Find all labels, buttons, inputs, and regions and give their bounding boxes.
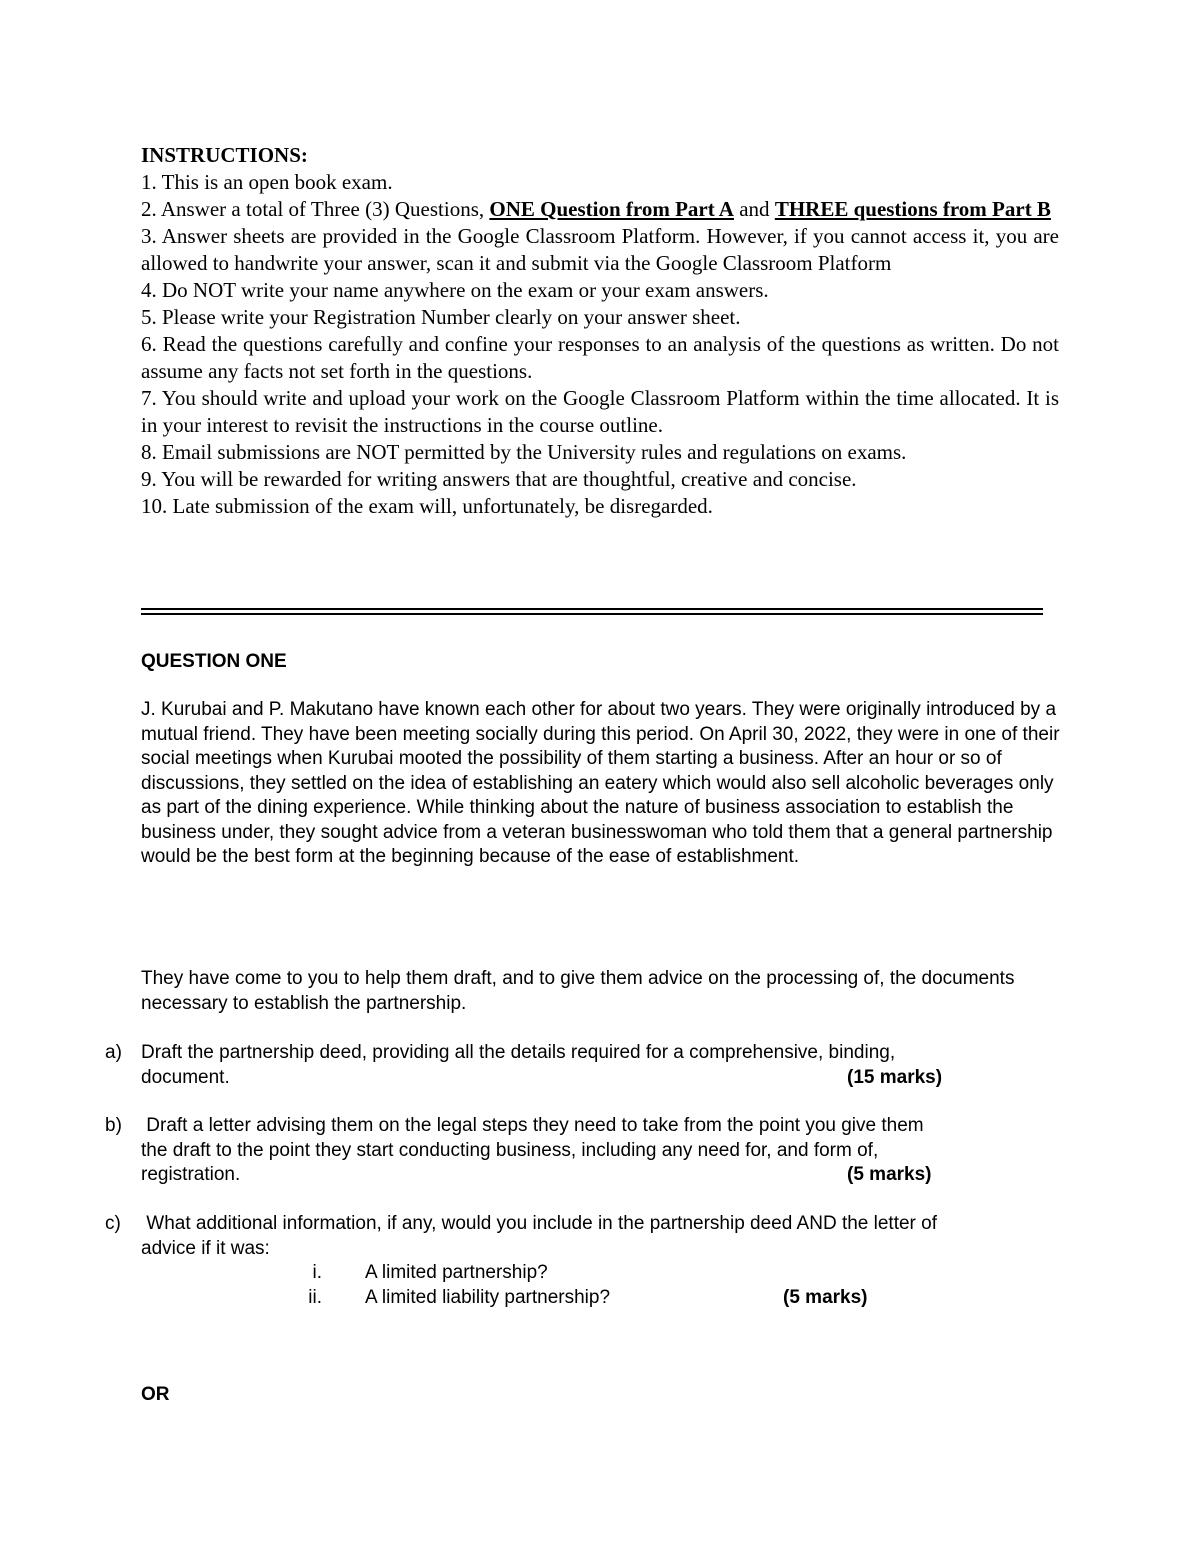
question-letter-b: b) [105,1115,122,1136]
double-divider [141,608,1043,615]
question-a-line-1: Draft the partnership deed, providing all the details required for a comprehensive, binding, [141,1042,896,1063]
question-text-c [141,1212,1065,1261]
question-letter-a: a) [105,1042,122,1063]
instruction-item-2 [141,196,1059,223]
marks-b: (5 marks) [847,1164,932,1185]
instructions-title: INSTRUCTIONS: [141,143,308,167]
instructions-section [141,142,1059,520]
sub-item-ii-text: A limited liability partnership? [365,1286,611,1308]
question-letter-c: c) [105,1213,121,1234]
instruction-item-5: 5. Please write your Registration Number clearly on your answer sheet. [141,305,741,329]
instruction-item-3: 3. Answer sheets are provided in the Google Classroom Platform. However, if you cannot access it, you are allowed to handwrite your answer, scan it and submit via the Google Classroom Platform [141,224,1059,275]
or-label: OR [141,1384,170,1405]
marks-a: (15 marks) [847,1066,943,1088]
instruction-item-4: 4. Do NOT write your name anywhere on the exam or your exam answers. [141,278,769,302]
question-item-c [105,1212,1065,1312]
question-b-line-2: the draft to the point they start conducting business, including any need for, and form of, [141,1139,879,1161]
instruction-part-a: ONE Question from Part A [489,197,734,221]
instruction-item-9: 9. You will be rewarded for writing answers that are thoughtful, creative and concise. [141,467,857,491]
question-b-line-1: Draft a letter advising them on the legal steps they need to take from the point you give them [141,1115,924,1136]
question-c-line-2: advice if it was: [141,1237,270,1259]
scenario-paragraph: J. Kurubai and P. Makutano have known each other for about two years. They were originally introduced by a mutual friend. They have been meeting socially during this period. On April 30, 2022, they were in one of their social meetings when Kurubai mooted the possibility of them starting a business. After an hour or so of discussions, they settled on the idea of establishing an eatery which would also sell alcoholic beverages only as part of the dining experience. While thinking about the nature of business association to establish the business under, they sought advice from a veteran businesswoman who told them that a general partnership would be the best form at the beginning because of the ease of establishment. [141,699,1060,867]
marks-c: (5 marks) [783,1286,868,1308]
task-paragraph: They have come to you to help them draft, and to give them advice on the processing of, the documents necessary to establish the partnership. [141,968,1015,1014]
question-item-a [105,1041,1065,1091]
instruction-item-6: 6. Read the questions carefully and confine your responses to an analysis of the questions as written. Do not assume any facts not set forth in the questions. [141,332,1059,383]
question-c-line-1: What additional information, if any, would you include in the partnership deed AND the letter of [141,1213,937,1234]
instruction-part-b: THREE questions from Part B [774,197,1051,221]
instruction-item-1: 1. This is an open book exam. [141,170,393,194]
instruction-item-2-mid: and [733,197,775,221]
question-heading: QUESTION ONE [141,651,287,672]
question-b-line-3: registration. [141,1164,241,1185]
sub-item-ii-number: ii. [308,1286,322,1308]
question-a-line-2: document. [141,1066,230,1088]
sub-item-i-text: A limited partnership? [365,1262,548,1283]
instruction-item-8: 8. Email submissions are NOT permitted by the University rules and regulations on exams. [141,440,907,464]
instruction-item-10: 10. Late submission of the exam will, unfortunately, be disregarded. [141,494,713,518]
sub-item-i-number: i. [312,1262,322,1283]
instruction-item-2-prefix: 2. Answer a total of Three (3) Questions, [141,197,490,221]
instruction-item-7: 7. You should write and upload your work on the Google Classroom Platform within the time allocated. It is in your interest to revisit the instructions in the course outline. [141,386,1059,437]
question-item-b [105,1114,1065,1188]
